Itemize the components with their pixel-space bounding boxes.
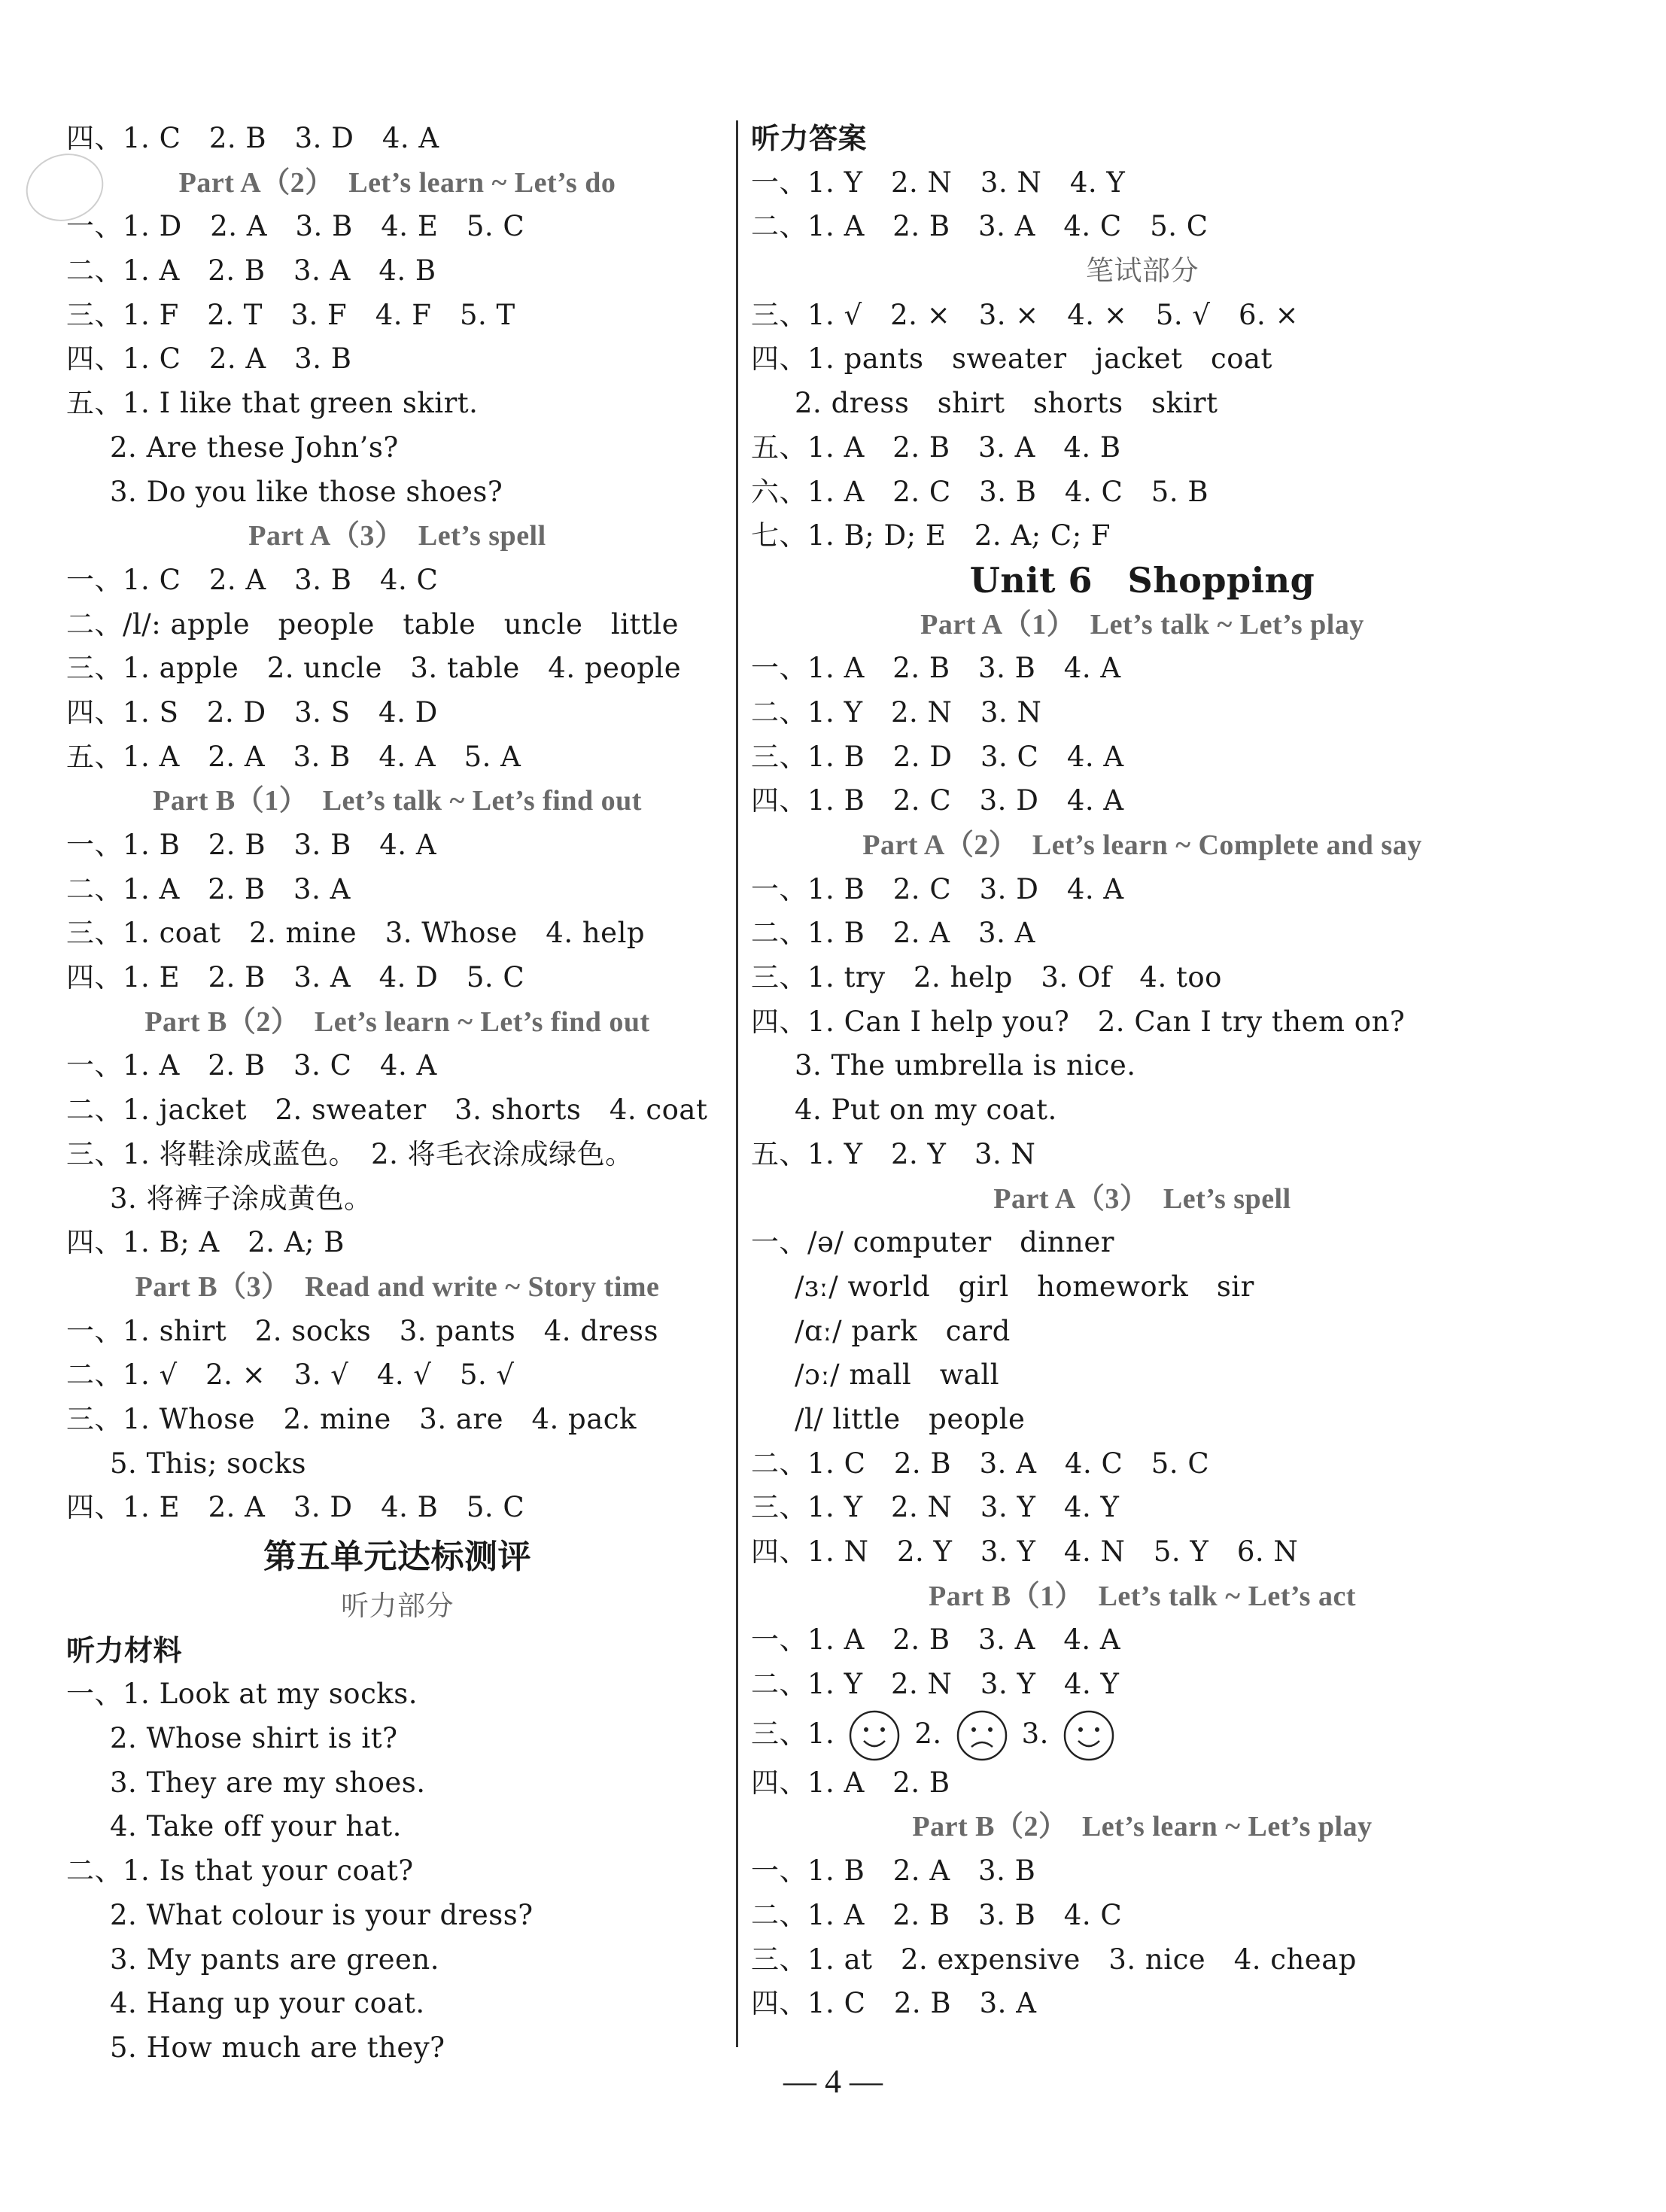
column-divider [736,120,738,2047]
answer-line: 四、1. E 2. B 3. A 4. D 5. C [66,961,525,994]
answer-line: 3. The umbrella is nice. [795,1049,1136,1082]
answer-line: 四、1. B; A 2. A; B [66,1226,345,1259]
answer-line: 一、1. B 2. A 3. B [751,1854,1036,1888]
section-heading: 听力材料 [66,1633,183,1667]
answer-line: 二、1. √ 2. × 3. √ 4. √ 5. √ [66,1359,515,1392]
answer-line: 一、1. Y 2. N 3. N 4. Y [751,166,1126,199]
answer-line: 二、/l/: apple people table uncle little [66,607,679,640]
answer-line: 七、1. B; D; E 2. A; C; F [751,519,1111,552]
answer-line: /ɔː/ mall wall [795,1359,1000,1392]
section-title: Part B（2） Let’s learn ~ Let’s find out [144,1006,650,1038]
answer-line: 三、1. at 2. expensive 3. nice 4. cheap [751,1943,1357,1976]
answer-line: 二、1. C 2. B 3. A 4. C 5. C [751,1447,1210,1480]
answer-line: 三、1. F 2. T 3. F 4. F 5. T [66,298,515,331]
section-title: Part A（3） Let’s spell [248,520,546,552]
left-column [66,117,728,2071]
answer-line: 2. Whose shirt is it? [110,1722,398,1755]
smiley-item-label: 3. [1021,1717,1049,1750]
answer-line: 三、1. apple 2. uncle 3. table 4. people [66,652,682,685]
test-title: 第五单元达标测评 [263,1538,531,1576]
answer-line: 二、1. Y 2. N 3. N [751,695,1042,729]
answer-line: 3. 将裤子涂成黄色。 [110,1182,372,1215]
answer-line: 二、1. A 2. B 3. A 4. C 5. C [751,210,1208,243]
answer-line: 五、1. A 2. B 3. A 4. B [751,431,1121,464]
answer-line: 一、1. A 2. B 3. A 4. A [751,1623,1121,1657]
answer-line: /l/ little people [795,1402,1026,1435]
answer-line: 三、1. Y 2. N 3. Y 4. Y [751,1491,1120,1524]
answer-line: 四、1. C 2. B 3. A [751,1987,1037,2020]
answer-line: 四、1. pants sweater jacket coat [751,342,1272,376]
answer-line: 2. Are these John’s? [110,431,399,464]
happy-face-icon [848,1709,901,1762]
answer-line: 3. They are my shoes. [110,1766,426,1799]
right-column [751,117,1534,2026]
answer-line: 一、1. B 2. C 3. D 4. A [751,872,1124,905]
answer-line: 3. My pants are green. [110,1943,439,1976]
section-title: Part B（1） Let’s talk ~ Let’s act [928,1580,1356,1612]
answer-line: 5. How much are they? [110,2031,445,2064]
answer-line: 4. Put on my coat. [795,1094,1057,1127]
answer-line: 二、1. A 2. B 3. B 4. C [751,1898,1123,1931]
answer-line: 六、1. A 2. C 3. B 4. C 5. B [751,475,1209,508]
answer-line: 五、1. Y 2. Y 3. N [751,1137,1036,1170]
sad-face-icon [956,1709,1008,1762]
answer-line: 一、1. B 2. B 3. B 4. A [66,829,437,861]
subsection-title: 听力部分 [341,1590,454,1622]
answer-line: 一、1. A 2. B 3. C 4. A [66,1049,437,1082]
subsection-title: 笔试部分 [1086,254,1199,288]
section-title: Part A（1） Let’s talk ~ Let’s play [920,608,1364,640]
smiley-item-label: 2. [914,1717,942,1750]
answer-line: 二、1. B 2. A 3. A [751,917,1035,950]
answer-line: 三、1. 将鞋涂成蓝色。 2. 将毛衣涂成绿色。 [66,1137,634,1170]
section-title: Part A（2） Let’s learn ~ Let’s do [178,166,616,199]
smiley-row-prefix: 三、1. [751,1717,835,1750]
answer-line: 一、1. shirt 2. socks 3. pants 4. dress [66,1314,659,1347]
section-title: Part B（1） Let’s talk ~ Let’s find out [153,785,642,817]
answer-line: 一、1. C 2. A 3. B 4. C [66,563,439,596]
answer-line: 四、1. S 2. D 3. S 4. D [66,695,438,729]
answer-line: 三、1. coat 2. mine 3. Whose 4. help [66,917,646,950]
answer-line: 五、1. A 2. A 3. B 4. A 5. A [66,740,521,773]
unit-title: Unit 6 Shopping [969,559,1315,601]
page-number: — 4 — [783,2063,883,2100]
answer-line: 四、1. C 2. A 3. B [66,342,352,376]
answer-line: 二、1. A 2. B 3. A [66,872,351,905]
answer-line: 四、1. A 2. B [751,1766,950,1799]
answer-line: /ɜː/ world girl homework sir [795,1270,1254,1303]
answer-line: 四、1. B 2. C 3. D 4. A [751,784,1124,817]
answer-line: 3. Do you like those shoes? [110,475,503,508]
answer-line: 4. Hang up your coat. [110,1987,425,2020]
answer-line: 2. dress shirt shorts skirt [795,387,1218,420]
answer-line: 二、1. jacket 2. sweater 3. shorts 4. coat [66,1094,708,1127]
section-heading: 听力答案 [751,122,868,155]
answer-line: 二、1. Is that your coat? [66,1854,414,1888]
answer-line: 三、1. B 2. D 3. C 4. A [751,740,1124,773]
smiley-answer-row [751,1707,1534,1761]
section-title: Part B（3） Read and write ~ Story time [135,1270,660,1303]
answer-line: 5. This; socks [110,1447,307,1480]
section-title: Part A（3） Let’s spell [993,1182,1291,1215]
answer-line: 二、1. A 2. B 3. A 4. B [66,254,436,288]
answer-line: 四、1. C 2. B 3. D 4. A [66,122,439,154]
answer-line: 五、1. I like that green skirt. [66,387,479,420]
answer-line: 四、1. E 2. A 3. D 4. B 5. C [66,1491,525,1524]
section-title: Part B（2） Let’s learn ~ Let’s play [912,1811,1373,1843]
answer-line: /ɑː/ park card [795,1314,1011,1347]
section-title: Part A（2） Let’s learn ~ Complete and say [862,829,1422,861]
answer-line: 4. Take off your hat. [110,1810,402,1843]
answer-line: 一、/ə/ computer dinner [751,1226,1114,1259]
answer-line: 一、1. D 2. A 3. B 4. E 5. C [66,210,525,243]
answer-line: 四、1. Can I help you? 2. Can I try them on? [751,1005,1406,1038]
answer-line: 三、1. try 2. help 3. Of 4. too [751,961,1222,994]
happy-face-icon [1063,1709,1115,1762]
answer-line: 二、1. Y 2. N 3. Y 4. Y [751,1668,1120,1701]
answer-line: 三、1. Whose 2. mine 3. are 4. pack [66,1402,637,1435]
answer-line: 一、1. Look at my socks. [66,1678,418,1711]
answer-line: 2. What colour is your dress? [110,1898,534,1931]
answer-line: 四、1. N 2. Y 3. Y 4. N 5. Y 6. N [751,1535,1299,1568]
answer-line: 三、1. √ 2. × 3. × 4. × 5. √ 6. × [751,298,1300,331]
answer-line: 一、1. A 2. B 3. B 4. A [751,652,1121,685]
